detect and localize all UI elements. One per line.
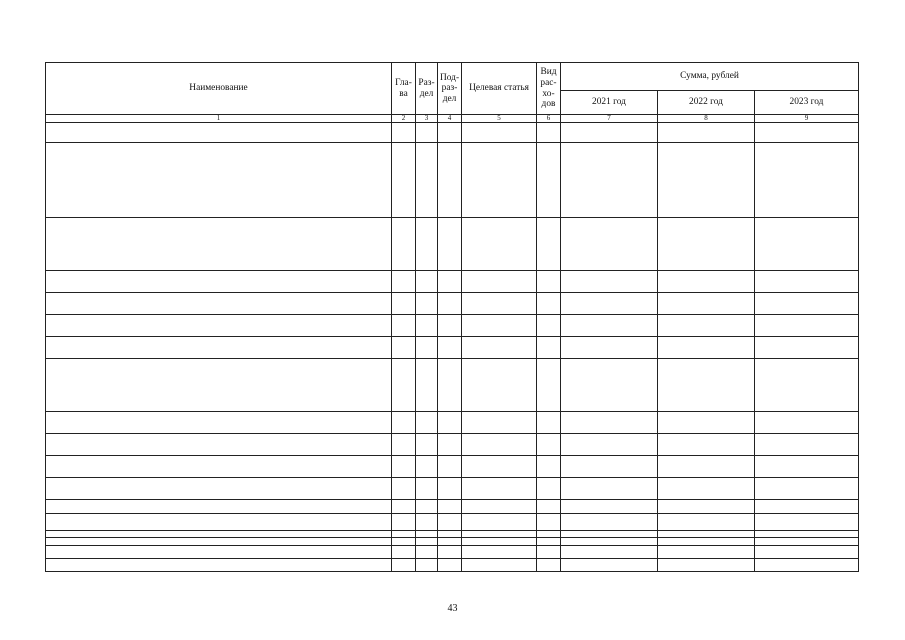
table-row (46, 434, 859, 456)
col-index: 9 (755, 115, 859, 123)
row-podrazdel (438, 514, 462, 531)
row-sum-2022 (658, 538, 755, 546)
table-row (46, 218, 859, 271)
row-target (462, 546, 537, 559)
row-sum-2022 (658, 434, 755, 456)
row-sum-2021 (561, 293, 658, 315)
header-razdel: Раз-дел (416, 63, 438, 115)
row-razdel (416, 412, 438, 434)
row-podrazdel (438, 218, 462, 271)
row-sum-2022 (658, 271, 755, 293)
row-vid (537, 456, 561, 478)
row-razdel (416, 456, 438, 478)
row-name (46, 412, 392, 434)
header-2021: 2021 год (561, 91, 658, 115)
row-target (462, 359, 537, 412)
row-sum-2023 (755, 359, 859, 412)
row-glava (392, 337, 416, 359)
row-razdel (416, 218, 438, 271)
table-row (46, 293, 859, 315)
col-index: 1 (46, 115, 392, 123)
header-name: Наименование (46, 63, 392, 115)
row-sum-2022 (658, 456, 755, 478)
row-sum-2021 (561, 456, 658, 478)
column-index-row (46, 115, 859, 123)
row-target (462, 293, 537, 315)
row-name (46, 514, 392, 531)
header-2023: 2023 год (755, 91, 859, 115)
row-podrazdel (438, 531, 462, 538)
row-sum-2023 (755, 315, 859, 337)
row-glava (392, 546, 416, 559)
row-glava (392, 559, 416, 572)
row-vid (537, 478, 561, 500)
row-razdel (416, 271, 438, 293)
row-target (462, 478, 537, 500)
row-target (462, 559, 537, 572)
row-podrazdel (438, 271, 462, 293)
row-name (46, 531, 392, 538)
row-target (462, 514, 537, 531)
row-sum-2021 (561, 514, 658, 531)
row-vid (537, 293, 561, 315)
row-sum-2022 (658, 500, 755, 514)
row-sum-2021 (561, 434, 658, 456)
row-podrazdel (438, 500, 462, 514)
table-row (46, 500, 859, 514)
row-podrazdel (438, 293, 462, 315)
col-index: 6 (537, 115, 561, 123)
row-glava (392, 456, 416, 478)
row-razdel (416, 315, 438, 337)
row-razdel (416, 531, 438, 538)
row-sum-2022 (658, 337, 755, 359)
row-sum-2021 (561, 478, 658, 500)
row-podrazdel (438, 123, 462, 143)
row-vid (537, 538, 561, 546)
row-vid (537, 531, 561, 538)
row-sum-2021 (561, 412, 658, 434)
col-index: 4 (438, 115, 462, 123)
row-sum-2022 (658, 123, 755, 143)
row-name (46, 538, 392, 546)
row-sum-2022 (658, 514, 755, 531)
row-sum-2021 (561, 359, 658, 412)
row-sum-2022 (658, 546, 755, 559)
table-row (46, 456, 859, 478)
row-podrazdel (438, 559, 462, 572)
table-row (46, 478, 859, 500)
row-sum-2023 (755, 514, 859, 531)
row-sum-2023 (755, 412, 859, 434)
row-vid (537, 412, 561, 434)
row-name (46, 123, 392, 143)
row-sum-2023 (755, 538, 859, 546)
row-sum-2022 (658, 559, 755, 572)
row-glava (392, 434, 416, 456)
row-vid (537, 143, 561, 218)
row-target (462, 218, 537, 271)
table-row (46, 271, 859, 293)
row-sum-2021 (561, 123, 658, 143)
row-glava (392, 531, 416, 538)
row-razdel (416, 337, 438, 359)
row-name (46, 271, 392, 293)
row-podrazdel (438, 412, 462, 434)
table-row (46, 531, 859, 538)
row-sum-2021 (561, 271, 658, 293)
row-razdel (416, 514, 438, 531)
row-name (46, 546, 392, 559)
page-number: 43 (447, 603, 458, 614)
table-row (46, 123, 859, 143)
table-row (46, 412, 859, 434)
row-podrazdel (438, 538, 462, 546)
header-target: Целевая статья (462, 63, 537, 115)
row-sum-2022 (658, 531, 755, 538)
row-name (46, 500, 392, 514)
row-sum-2021 (561, 218, 658, 271)
header-sum: Сумма, рублей (561, 63, 859, 91)
row-podrazdel (438, 359, 462, 412)
row-glava (392, 218, 416, 271)
row-sum-2023 (755, 218, 859, 271)
table-row (46, 337, 859, 359)
row-glava (392, 293, 416, 315)
table-row (46, 538, 859, 546)
row-name (46, 337, 392, 359)
row-name (46, 293, 392, 315)
header-vid: Вид рас-хо-дов (537, 63, 561, 115)
row-name (46, 434, 392, 456)
header-glava: Гла-ва (392, 63, 416, 115)
row-vid (537, 434, 561, 456)
row-target (462, 143, 537, 218)
row-podrazdel (438, 456, 462, 478)
col-index: 5 (462, 115, 537, 123)
row-target (462, 434, 537, 456)
row-razdel (416, 359, 438, 412)
row-glava (392, 315, 416, 337)
row-sum-2023 (755, 123, 859, 143)
row-sum-2021 (561, 538, 658, 546)
row-podrazdel (438, 434, 462, 456)
row-name (46, 315, 392, 337)
row-name (46, 456, 392, 478)
row-name (46, 559, 392, 572)
row-vid (537, 123, 561, 143)
row-sum-2023 (755, 143, 859, 218)
row-razdel (416, 478, 438, 500)
row-sum-2023 (755, 434, 859, 456)
table-row (46, 514, 859, 531)
row-sum-2023 (755, 478, 859, 500)
row-sum-2022 (658, 412, 755, 434)
row-target (462, 412, 537, 434)
row-sum-2023 (755, 546, 859, 559)
row-sum-2022 (658, 315, 755, 337)
col-index: 8 (658, 115, 755, 123)
row-name (46, 218, 392, 271)
header-2022: 2022 год (658, 91, 755, 115)
row-target (462, 271, 537, 293)
row-target (462, 123, 537, 143)
row-glava (392, 514, 416, 531)
row-vid (537, 218, 561, 271)
table-row (46, 143, 859, 218)
row-vid (537, 500, 561, 514)
row-sum-2021 (561, 500, 658, 514)
row-glava (392, 359, 416, 412)
row-target (462, 531, 537, 538)
row-vid (537, 337, 561, 359)
row-sum-2022 (658, 293, 755, 315)
row-vid (537, 559, 561, 572)
row-glava (392, 478, 416, 500)
budget-table (45, 62, 859, 572)
row-podrazdel (438, 478, 462, 500)
row-sum-2023 (755, 293, 859, 315)
header-podrazdel: Под-раз-дел (438, 63, 462, 115)
row-name (46, 478, 392, 500)
row-sum-2023 (755, 531, 859, 538)
row-sum-2021 (561, 559, 658, 572)
col-index: 2 (392, 115, 416, 123)
row-glava (392, 412, 416, 434)
row-sum-2022 (658, 143, 755, 218)
table-row (46, 315, 859, 337)
row-sum-2021 (561, 337, 658, 359)
row-podrazdel (438, 143, 462, 218)
row-vid (537, 514, 561, 531)
row-sum-2021 (561, 143, 658, 218)
table-row (46, 546, 859, 559)
row-glava (392, 271, 416, 293)
row-podrazdel (438, 337, 462, 359)
col-index: 7 (561, 115, 658, 123)
row-razdel (416, 538, 438, 546)
row-vid (537, 271, 561, 293)
row-sum-2023 (755, 271, 859, 293)
row-sum-2022 (658, 359, 755, 412)
row-glava (392, 143, 416, 218)
table-row (46, 559, 859, 572)
row-sum-2022 (658, 478, 755, 500)
row-sum-2023 (755, 337, 859, 359)
row-razdel (416, 143, 438, 218)
row-razdel (416, 500, 438, 514)
col-index: 3 (416, 115, 438, 123)
row-sum-2021 (561, 531, 658, 538)
row-vid (537, 315, 561, 337)
table-row (46, 359, 859, 412)
row-razdel (416, 293, 438, 315)
row-podrazdel (438, 546, 462, 559)
row-sum-2021 (561, 546, 658, 559)
row-vid (537, 359, 561, 412)
row-target (462, 315, 537, 337)
row-razdel (416, 434, 438, 456)
row-podrazdel (438, 315, 462, 337)
row-sum-2023 (755, 500, 859, 514)
row-razdel (416, 123, 438, 143)
row-name (46, 143, 392, 218)
row-vid (537, 546, 561, 559)
row-glava (392, 500, 416, 514)
row-target (462, 500, 537, 514)
row-sum-2022 (658, 218, 755, 271)
row-target (462, 456, 537, 478)
row-name (46, 359, 392, 412)
row-target (462, 538, 537, 546)
row-target (462, 337, 537, 359)
row-razdel (416, 546, 438, 559)
row-sum-2023 (755, 456, 859, 478)
row-razdel (416, 559, 438, 572)
row-glava (392, 538, 416, 546)
row-sum-2023 (755, 559, 859, 572)
row-glava (392, 123, 416, 143)
row-sum-2021 (561, 315, 658, 337)
